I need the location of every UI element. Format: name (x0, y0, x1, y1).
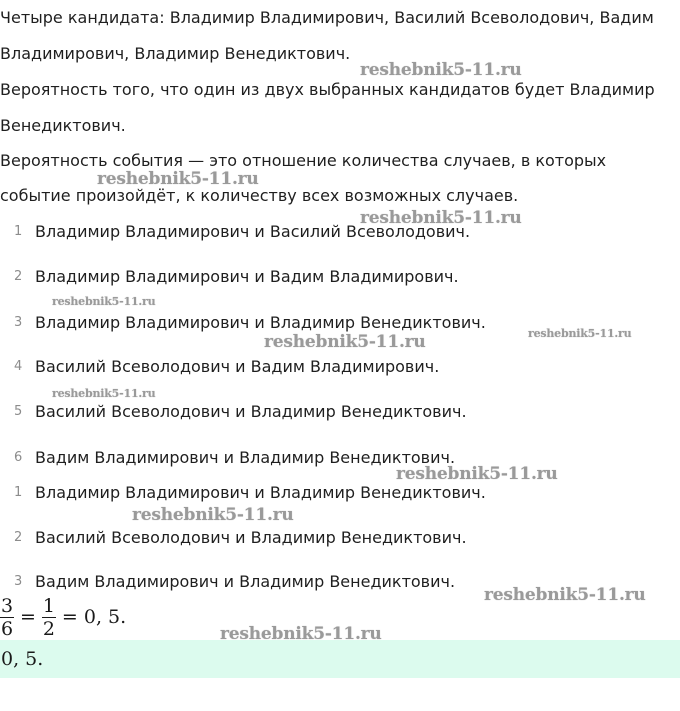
intro-line-1: Четыре кандидата: Владимир Владимирович, Василий Всеволодович, Вадим (0, 8, 654, 27)
answer-box (0, 640, 680, 678)
list-number: 2 (14, 530, 23, 545)
list-text: Василий Всеволодович и Владимир Венедиктович. (35, 528, 467, 547)
probability-formula (0, 594, 126, 640)
list-number: 6 (14, 450, 23, 465)
list-text: Василий Всеволодович и Вадим Владимирович. (35, 357, 440, 376)
watermark: reshebnik5-11.ru (52, 387, 156, 400)
list-number: 2 (14, 269, 23, 284)
fraction-three-sixths (0, 596, 14, 639)
list-text: Владимир Владимирович и Владимир Венедиктович. (35, 313, 486, 332)
watermark: reshebnik5-11.ru (396, 464, 558, 484)
list-number: 3 (14, 574, 23, 589)
watermark: reshebnik5-11.ru (264, 332, 426, 352)
list-text: Владимир Владимирович и Василий Всеволодович. (35, 222, 471, 241)
watermark: reshebnik5-11.ru (132, 505, 294, 525)
watermark: reshebnik5-11.ru (528, 327, 632, 340)
intro-line-4: Венедиктович. (0, 116, 126, 135)
numerator: 3 (0, 594, 14, 617)
list-number: 5 (14, 404, 23, 419)
denominator: 2 (42, 617, 55, 640)
watermark: reshebnik5-11.ru (484, 585, 646, 605)
list-number: 3 (14, 315, 23, 330)
denominator: 6 (0, 617, 14, 640)
list-number: 1 (14, 224, 23, 239)
list-text: Вадим Владимирович и Владимир Венедиктович. (35, 448, 456, 467)
watermark: reshebnik5-11.ru (52, 295, 156, 308)
equals-sign: = (20, 606, 36, 628)
watermark: reshebnik5-11.ru (97, 169, 259, 189)
list-text: Владимир Владимирович и Владимир Венедиктович. (35, 483, 486, 502)
formula-result: = 0, 5. (61, 606, 127, 628)
watermark: reshebnik5-11.ru (220, 624, 382, 644)
list-text: Василий Всеволодович и Владимир Венедиктович. (35, 402, 467, 421)
intro-line-6: событие произойдёт, к количеству всех возможных случаев. (0, 186, 519, 205)
fraction-one-half (42, 596, 56, 639)
watermark: reshebnik5-11.ru (360, 208, 522, 228)
list-number: 4 (14, 359, 23, 374)
watermark: reshebnik5-11.ru (360, 60, 522, 80)
list-text: Владимир Владимирович и Вадим Владимирович. (35, 267, 459, 286)
list-text: Вадим Владимирович и Владимир Венедиктович. (35, 572, 456, 591)
intro-line-3: Вероятность того, что один из двух выбранных кандидатов будет Владимир (0, 80, 655, 99)
intro-line-2: Владимирович, Владимир Венедиктович. (0, 44, 351, 63)
list-number: 1 (14, 485, 23, 500)
intro-line-5: Вероятность события — это отношение количества случаев, в которых (0, 151, 607, 170)
numerator: 1 (42, 594, 55, 617)
answer-value: 0, 5. (1, 648, 44, 670)
